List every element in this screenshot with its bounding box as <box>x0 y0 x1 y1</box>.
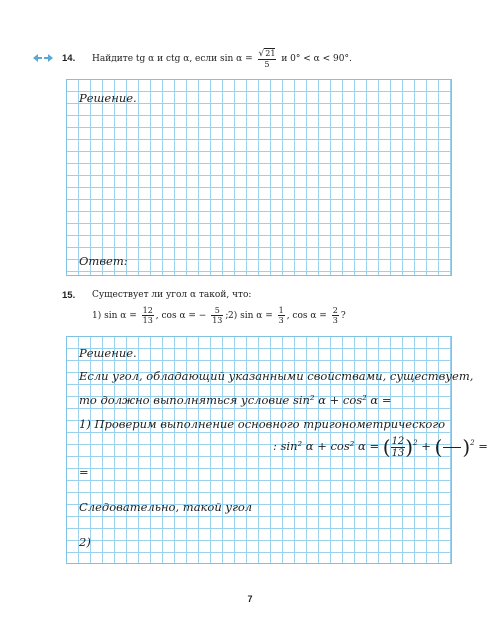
answer-label: Ответ: <box>79 254 128 268</box>
handwritten-line-2: то должно выполняться условие sin² α + cos² α = <box>79 393 392 407</box>
blank-fraction <box>443 447 461 448</box>
sin-fraction: $\frac{√21}{5}$ <box>258 49 276 69</box>
handwritten-line-1: Если угол, обладающий указанными свойствами, существует, <box>79 369 474 383</box>
task-15-case-2: 2) sin α = $\frac{1}{3}$ , cos α = $\frac{2}{3}$ ? <box>228 306 346 325</box>
task-15-question: Существует ли угол α такой, что: <box>92 290 252 300</box>
task-arrow-icon <box>32 53 54 63</box>
handwritten-line-7: 2) <box>79 535 91 549</box>
task-15-number: 15. <box>62 290 76 301</box>
solution-label: Решение. <box>79 91 137 105</box>
solution-label: Решение. <box>79 346 137 360</box>
solution-grid-15[interactable] <box>66 336 488 564</box>
handwritten-line-6: Следовательно, такой угол <box>79 500 253 514</box>
page-number: 7 <box>247 594 253 604</box>
task-14-statement: Найдите tg α и ctg α, если sin α = $\frac{√21}{5}$ и 0° < α < 90°. <box>92 49 352 69</box>
handwritten-line-3: 1) Проверим выполнение основного тригонометрического <box>79 417 446 431</box>
task-15-case-1: 1) sin α = $\frac{12}{13}$ , cos α = − $\frac{5}{13}$ ; <box>92 306 229 325</box>
handwritten-line-5: = <box>79 465 89 479</box>
identity-check-expression: : sin² α + cos² α = ( $\frac{12}{13}$ )$^2$ + ( )$^2$ = <box>273 435 488 459</box>
task-14-number: 14. <box>62 53 76 64</box>
solution-grid-14[interactable] <box>66 79 452 276</box>
